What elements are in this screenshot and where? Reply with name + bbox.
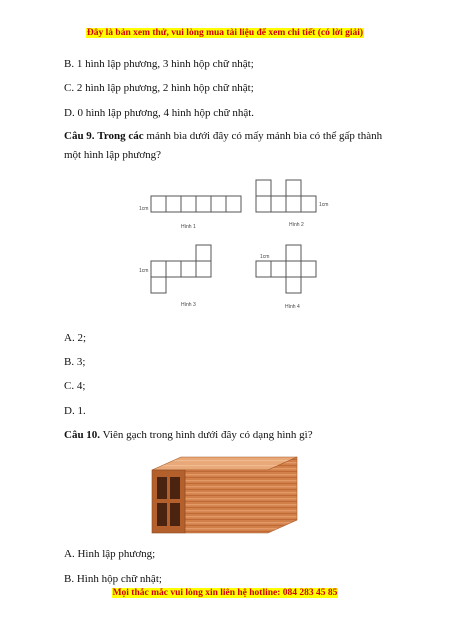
net4-caption: Hình 4 (285, 304, 300, 310)
brick-hole (157, 503, 167, 526)
q9-option-a: A. 2; (64, 332, 86, 344)
preview-notice-text: Đây là bản xem thử, vui lòng mua tài liệu để xem chi tiết (có lời giải) (86, 28, 364, 38)
hotline-banner (0, 588, 450, 598)
q8-option-b: B. 1 hình lập phương, 3 hình hộp chữ nhật; (64, 58, 254, 70)
brick-end-face (152, 470, 185, 533)
q10-option-b: B. Hình hộp chữ nhật; (64, 573, 162, 585)
q9-label: Câu 9. (64, 130, 95, 142)
q8-option-d: D. 0 hình lập phương, 4 hình hộp chữ nhật. (64, 107, 255, 119)
q10-option-a: A. Hình lập phương; (64, 548, 156, 560)
q9-bold-lead: Trong các (97, 130, 144, 142)
q9-option-b: B. 3; (64, 356, 86, 368)
q9-option-c: C. 4; (64, 380, 86, 392)
net3-caption: Hình 3 (181, 302, 196, 308)
net1-caption: Hình 1 (181, 224, 196, 230)
net3-unit-label: 1cm (139, 268, 149, 274)
net4-unit-label: 1cm (260, 254, 270, 260)
q10-label: Câu 10. (64, 429, 101, 441)
net1-unit-label: 1cm (139, 206, 149, 212)
brick-hole (157, 477, 167, 499)
brick-hole (170, 477, 180, 499)
q10-text: Viên gạch trong hình dưới đây có dạng hình gì? (102, 429, 313, 441)
hotline-text: Mọi thắc mắc vui lòng xin liên hệ hotline: 084 283 45 85 (112, 588, 338, 598)
q8-option-c: C. 2 hình lập phương, 2 hình hộp chữ nhật; (64, 82, 254, 94)
net2-unit-label: 1cm (319, 202, 329, 208)
brick-hole (170, 503, 180, 526)
net2-caption: Hình 2 (289, 222, 304, 228)
q9-option-d: D. 1. (64, 405, 86, 417)
q9-text: mảnh bìa dưới đây có mấy mảnh bìa có thể gấp thành một hình lập phương? (64, 130, 383, 161)
